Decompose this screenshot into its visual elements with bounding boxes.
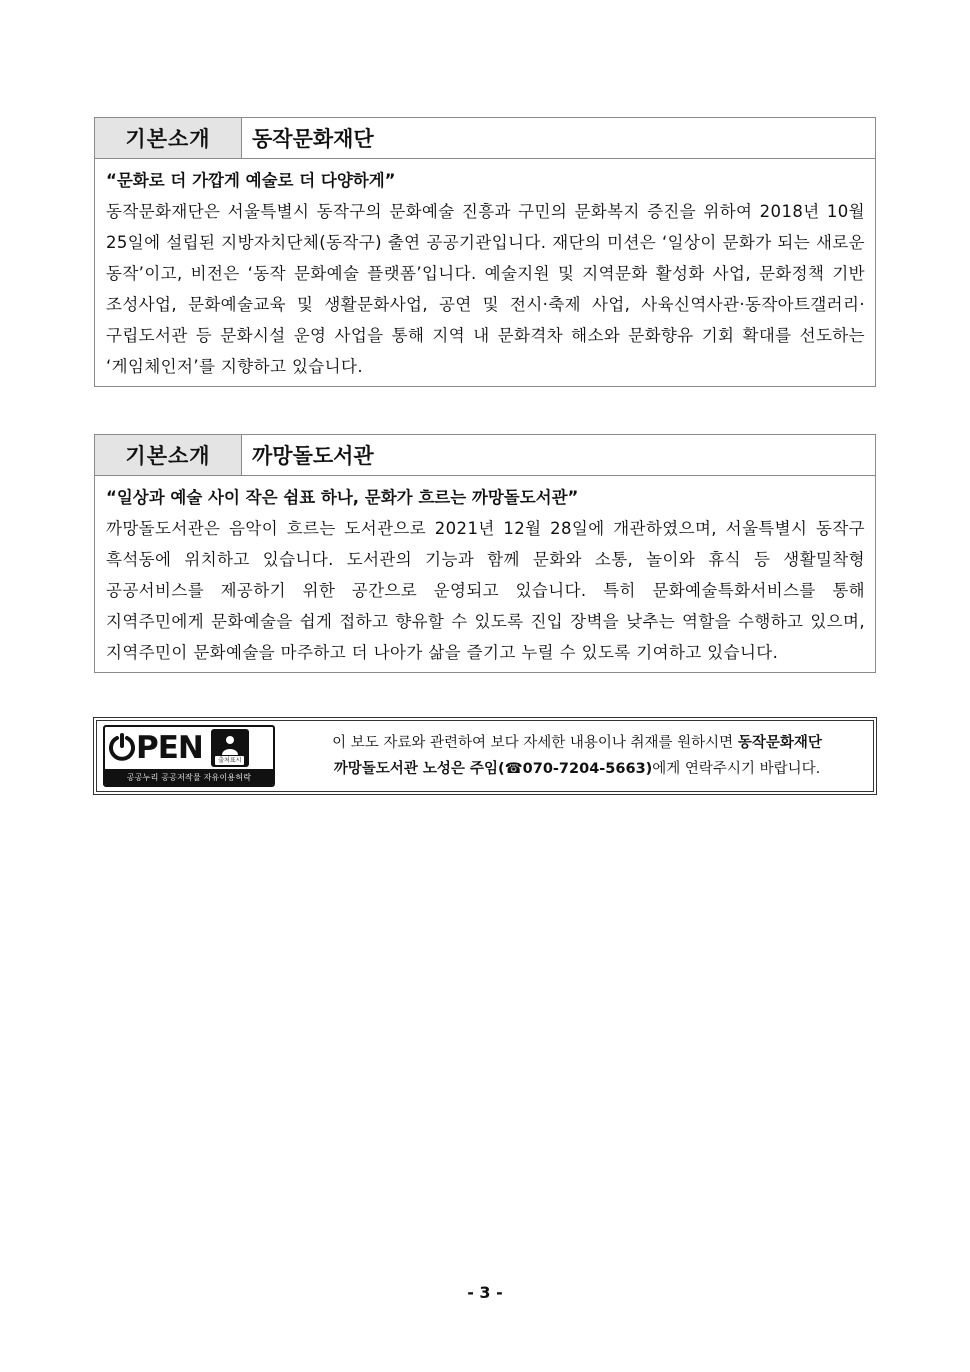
page-number: - 3 - xyxy=(467,1283,503,1302)
open-mark xyxy=(108,728,203,768)
section-paragraph: 동작문화재단은 서울특별시 동작구의 문화예술 진흥과 구민의 문화복지 증진을 위하여 2018년 10월 25일에 설립된 지방자치단체(동작구) 출연 공공기관입니다. 재단의 미션은 ‘일상이 문화가 되는 새로운 동작’이고, 비전은 ‘동작 문화예술 플랫폼’입니다. 예술지원 및 지역문화 활성화 사업, 문화정책 기반 조성사업, 문화예술교육 및 생활문화사업, 공연 및 전시·축제 사업, 사육신역사관·동작아트갤러리·구립도서관 등 문화시설 운영 사업을 통해 지역 내 문화격차 해소와 문화향유 기회 확대를 선도하는 ‘게임체인저’를 지향하고 있습니다. xyxy=(106,202,865,376)
contact-box-inner xyxy=(96,720,874,792)
section-body xyxy=(95,159,875,386)
contact-line-1-plain: 이 보도 자료와 관련하여 보다 자세한 내용이나 취재를 원하시면 xyxy=(332,735,738,751)
section-label: 기본소개 xyxy=(95,435,242,475)
attribution-icon xyxy=(211,729,249,767)
contact-line-2 xyxy=(285,756,869,782)
section-header xyxy=(95,118,875,159)
section-header xyxy=(95,435,875,476)
open-word-rest: PEN xyxy=(136,730,203,766)
contact-text xyxy=(275,730,873,782)
section-slogan: “문화로 더 가깝게 예술로 더 다양하게” xyxy=(106,171,396,190)
intro-section-foundation xyxy=(94,117,876,387)
person-icon xyxy=(219,734,241,756)
section-paragraph: 까망돌도서관은 음악이 흐르는 도서관으로 2021년 12월 28일에 개관하였으며, 서울특별시 동작구 흑석동에 위치하고 있습니다. 도서관의 기능과 함께 문화와 소통, 놀이와 휴식 등 생활밀착형 공공서비스를 제공하기 위한 공간으로 운영되고 있습니다. 특히 문화예술특화서비스를 통해 지역주민에게 문화예술을 쉽게 접하고 향유할 수 있도록 진입 장벽을 낮추는 역할을 수행하고 있으며, 지역주민이 문화예술을 마주하고 더 나아가 삶을 즐기고 누릴 수 있도록 기여하고 있습니다. xyxy=(106,519,865,662)
contact-org: 동작문화재단 xyxy=(737,735,822,751)
contact-line-2-plain: 에게 연락주시기 바랍니다. xyxy=(652,761,821,777)
section-title: 까망돌도서관 xyxy=(252,444,374,468)
logo-caption: 공공누리 공공저작물 자유이용허락 xyxy=(105,769,273,785)
section-label: 기본소개 xyxy=(95,118,242,158)
section-title: 동작문화재단 xyxy=(252,127,374,151)
intro-section-library xyxy=(94,434,876,673)
attribution-tag: 출처표시 xyxy=(215,756,244,765)
open-word xyxy=(108,730,203,766)
section-slogan: “일상과 예술 사이 작은 쉼표 하나, 문화가 흐르는 까망돌도서관” xyxy=(106,488,579,507)
contact-line-1 xyxy=(285,730,869,756)
logo-top xyxy=(105,727,273,769)
section-body xyxy=(95,476,875,672)
power-ring-icon xyxy=(108,733,136,761)
kogl-open-logo xyxy=(103,725,275,787)
contact-box xyxy=(93,717,877,795)
contact-person: 까망돌도서관 노성은 주임(☎070-7204-5663) xyxy=(333,761,653,777)
